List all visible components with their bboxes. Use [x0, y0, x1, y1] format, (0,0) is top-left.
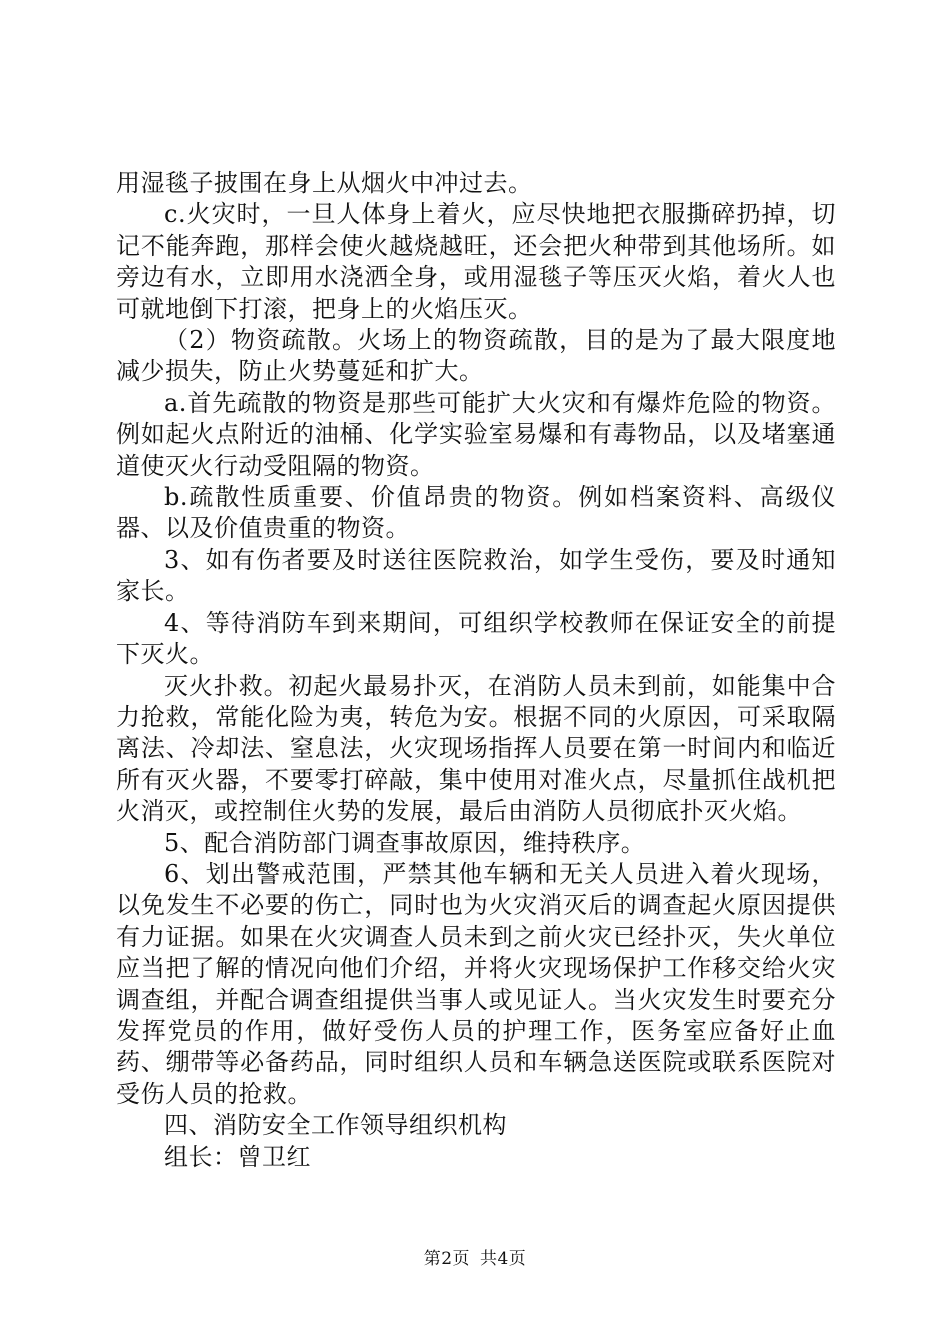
paragraph: 6、划出警戒范围，严禁其他车辆和无关人员进入着火现场，以免发生不必要的伤亡，同时也为火灾消灭后的调查起火原因提供有力证据。如果在火灾调查人员未到之前火灾已经扑灭，失火单位应当把了解的情况向他们介绍，并将火灾现场保护工作移交给火灾调查组，并配合调查组提供当事人或见证人。当火灾发生时要充分发挥党员的作用，做好受伤人员的护理工作，医务室应备好止血药、绷带等必备药品，同时组织人员和车辆急送医院或联系医院对受伤人员的抢救。 [116, 859, 836, 1108]
paragraph: （2）物资疏散。火场上的物资疏散，目的是为了最大限度地减少损失，防止火势蔓延和扩大。 [116, 326, 836, 386]
paragraph: b.疏散性质重要、价值昂贵的物资。例如档案资料、高级仪器、以及价值贵重的物资。 [116, 483, 836, 543]
paragraph: 灭火扑救。初起火最易扑灭，在消防人员未到前，如能集中合力抢救，常能化险为夷，转危为安。根据不同的火原因，可采取隔离法、冷却法、窒息法，火灾现场指挥人员要在第一时间内和临近所有灭火器，不要零打碎敲，集中使用对准火点，尽量抓住战机把火消灭，或控制住火势的发展，最后由消防人员彻底扑灭火焰。 [116, 671, 836, 826]
page-footer [0, 1244, 950, 1269]
document-body [116, 168, 836, 1173]
section-heading: 四、消防安全工作领导组织机构 [164, 1111, 507, 1140]
paragraph: 5、配合消防部门调查事故原因，维持秩序。 [164, 828, 646, 857]
page-total: 共4页 [479, 1249, 527, 1269]
paragraph: 4、等待消防车到来期间，可组织学校教师在保证安全的前提下灭火。 [116, 608, 836, 669]
paragraph: 用湿毯子披围在身上从烟火中冲过去。 [116, 169, 533, 197]
paragraph: a.首先疏散的物资是那些可能扩大火灾和有爆炸危险的物资。例如起火点附近的油桶、化学实验室易爆和有毒物品，以及堵塞通道使灭火行动受阻隔的物资。 [116, 388, 836, 480]
page-number: 第2页 [423, 1249, 471, 1269]
group-leader-line: 组长：曾卫红 [164, 1142, 311, 1171]
paragraph: c.火灾时，一旦人体身上着火，应尽快地把衣服撕碎扔掉，切记不能奔跑，那样会使火越烧越旺，还会把火种带到其他场所。如旁边有水，立即用水浇洒全身，或用湿毯子等压灭火焰，着火人也可就地倒下打滚，把身上的火焰压灭。 [116, 200, 836, 323]
paragraph: 3、如有伤者要及时送往医院救治，如学生受伤，要及时通知家长。 [116, 545, 836, 606]
